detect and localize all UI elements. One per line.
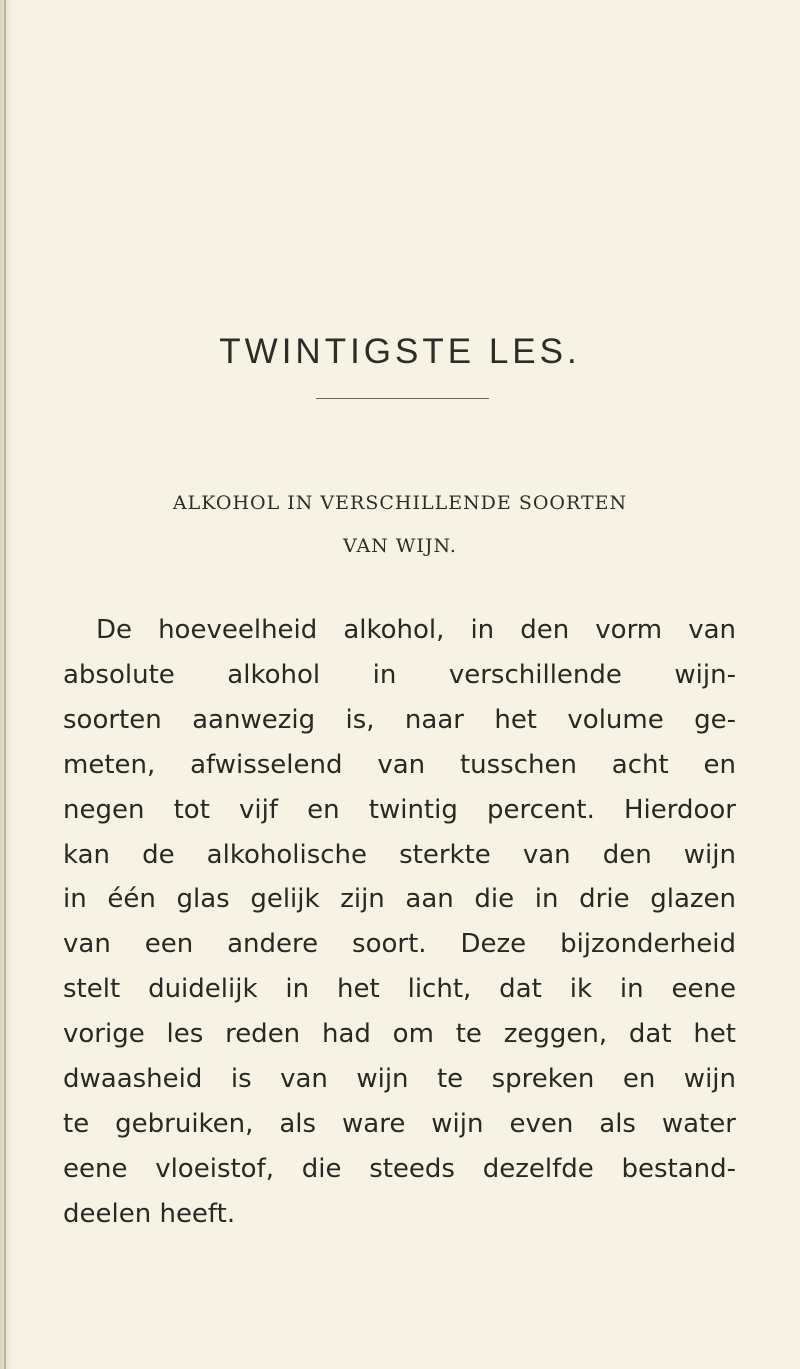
body-line: vorige les reden had om te zeggen, dat het bbox=[63, 1019, 736, 1050]
body-line: stelt duidelijk in het licht, dat ik in eene bbox=[63, 974, 736, 1005]
body-line: De hoeveelheid alkohol, in den vorm van bbox=[96, 615, 736, 645]
body-line: kan de alkoholische sterkte van den wijn bbox=[63, 839, 736, 870]
body-line: soorten aanwezig is, naar het volume ge- bbox=[63, 704, 736, 735]
body-line: meten, afwisselend van tusschen acht en bbox=[63, 749, 736, 780]
body-line: negen tot vijf en twintig percent. Hierdoor bbox=[63, 794, 736, 825]
body-paragraph bbox=[63, 608, 736, 1237]
body-line: in één glas gelijk zijn aan die in drie glazen bbox=[63, 884, 736, 915]
chapter-title: TWINTIGSTE LES. bbox=[219, 332, 581, 371]
body-line: absolute alkohol in verschillende wijn- bbox=[63, 659, 736, 690]
page-binding-line bbox=[4, 0, 6, 1369]
body-line: dwaasheid is van wijn te spreken en wijn bbox=[63, 1064, 736, 1095]
body-line: te gebruiken, als ware wijn even als water bbox=[63, 1108, 736, 1139]
body-line: deelen heeft. bbox=[63, 1198, 236, 1229]
body-line: van een andere soort. Deze bijzonderheid bbox=[63, 929, 736, 960]
subtitle-line-2: VAN WIJN. bbox=[343, 535, 457, 557]
subtitle-line-1: ALKOHOL IN VERSCHILLENDE SOORTEN bbox=[172, 492, 628, 514]
body-line: eene vloeistof, die steeds dezelfde bestand- bbox=[63, 1153, 736, 1184]
page-binding-edge bbox=[0, 0, 14, 1369]
title-divider bbox=[316, 398, 489, 399]
